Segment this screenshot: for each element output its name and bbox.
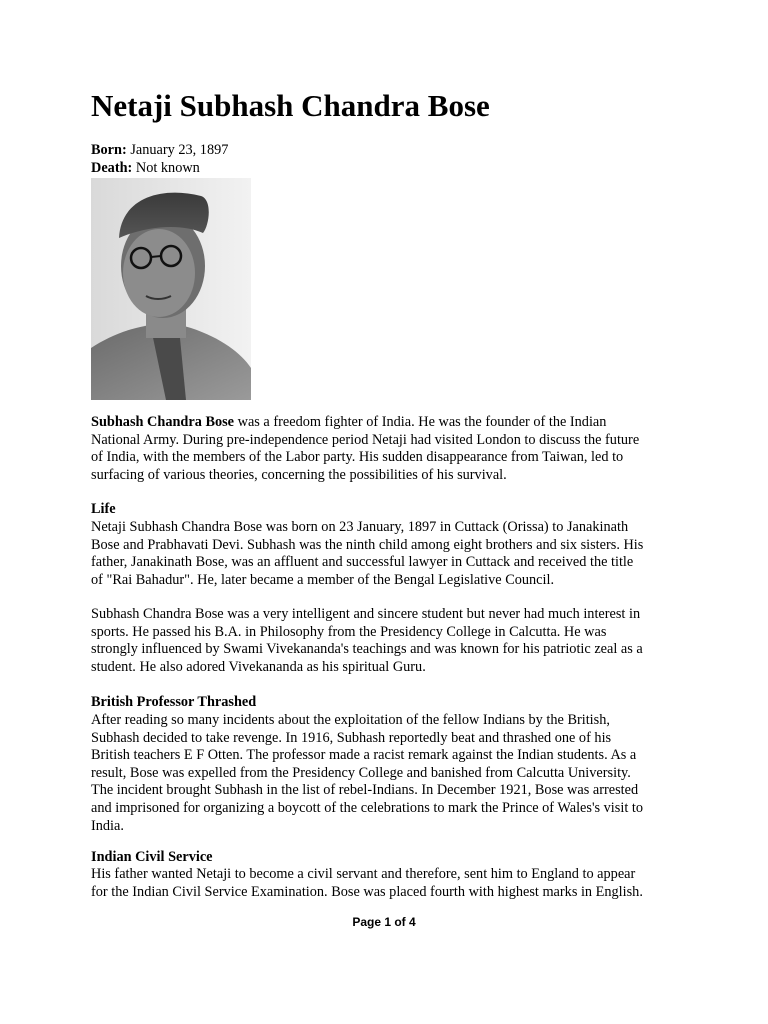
indian-civil-service-paragraph bbox=[91, 866, 691, 901]
intro-paragraph bbox=[91, 414, 691, 484]
death-value: Not known bbox=[132, 159, 200, 176]
paragraph-line: After reading so many incidents about the exploitation of the fellow Indians by the British, bbox=[91, 712, 610, 728]
section-heading-british-professor: British Professor Thrashed bbox=[91, 694, 257, 710]
born-row bbox=[91, 142, 228, 160]
page-title: Netaji Subhash Chandra Bose bbox=[91, 88, 490, 123]
key-facts bbox=[91, 142, 228, 177]
paragraph-line: sports. He passed his B.A. in Philosophy from the Presidency College in Calcutta. He was bbox=[91, 623, 607, 640]
death-label: Death: bbox=[91, 159, 133, 176]
paragraph-line: British teachers E F Otten. The professor made a racist remark against the Indian students. As a bbox=[91, 747, 637, 764]
intro-line-rest: was a freedom fighter of India. He was the founder of the Indian bbox=[234, 414, 607, 430]
section-heading-indian-civil-service: Indian Civil Service bbox=[91, 849, 213, 865]
intro-line: National Army. During pre-independence period Netaji had visited London to discuss the future bbox=[91, 431, 640, 448]
paragraph-line: strongly influenced by Swami Vivekananda's teachings and was known for his patriotic zeal as a bbox=[91, 641, 643, 658]
paragraph-line: The incident brought Subhash in the list of rebel-Indians. In December 1921, Bose was arrested bbox=[91, 782, 639, 799]
born-value: January 23, 1897 bbox=[126, 142, 229, 158]
intro-bold-lead: Subhash Chandra Bose bbox=[91, 414, 235, 430]
life-paragraph-1 bbox=[91, 519, 691, 589]
paragraph-line: Subhash Chandra Bose was a very intelligent and sincere student but never had much interest in bbox=[91, 606, 641, 622]
paragraph-line: India. bbox=[91, 817, 124, 834]
paragraph-line: and imprisoned for organizing a boycott of the celebrations to mark the Prince of Wales's visit to bbox=[91, 799, 643, 816]
born-label: Born: bbox=[91, 142, 127, 158]
portrait-photo bbox=[91, 178, 251, 400]
page-number: Page 1 of 4 bbox=[352, 915, 416, 929]
paragraph-line: Netaji Subhash Chandra Bose was born on 23 January, 1897 in Cuttack (Orissa) to Janakinath bbox=[91, 519, 629, 535]
death-row bbox=[91, 160, 228, 178]
paragraph-line: His father wanted Netaji to become a civil servant and therefore, sent him to England to appear bbox=[91, 866, 636, 882]
paragraph-line: Bose and Prabhavati Devi. Subhash was the ninth child among eight brothers and six sisters. His bbox=[91, 536, 644, 553]
intro-line bbox=[91, 414, 691, 432]
paragraph-line: of "Rai Bahadur". He, later became a member of the Bengal Legislative Council. bbox=[91, 571, 555, 588]
section-heading-life: Life bbox=[91, 501, 116, 517]
paragraph-line: result, Bose was expelled from the Presidency College and banished from Calcutta University. bbox=[91, 764, 631, 781]
paragraph-line: father, Janakinath Bose, was an affluent and successful lawyer in Cuttack and received the title bbox=[91, 554, 634, 571]
paragraph-line: for the Indian Civil Service Examination. Bose was placed fourth with highest marks in English. bbox=[91, 883, 643, 900]
paragraph-line: student. He also adored Vivekananda as his spiritual Guru. bbox=[91, 658, 426, 675]
paragraph-line: Subhash decided to take revenge. In 1916, Subhash reportedly beat and thrashed one of his bbox=[91, 729, 612, 746]
british-professor-paragraph bbox=[91, 712, 691, 835]
intro-line: of India, with the members of the Labor party. His sudden disappearance from Taiwan, led to bbox=[91, 449, 624, 466]
life-paragraph-2 bbox=[91, 606, 691, 676]
intro-line: surfacing of various theories, concerning the possibilities of his survival. bbox=[91, 466, 507, 483]
